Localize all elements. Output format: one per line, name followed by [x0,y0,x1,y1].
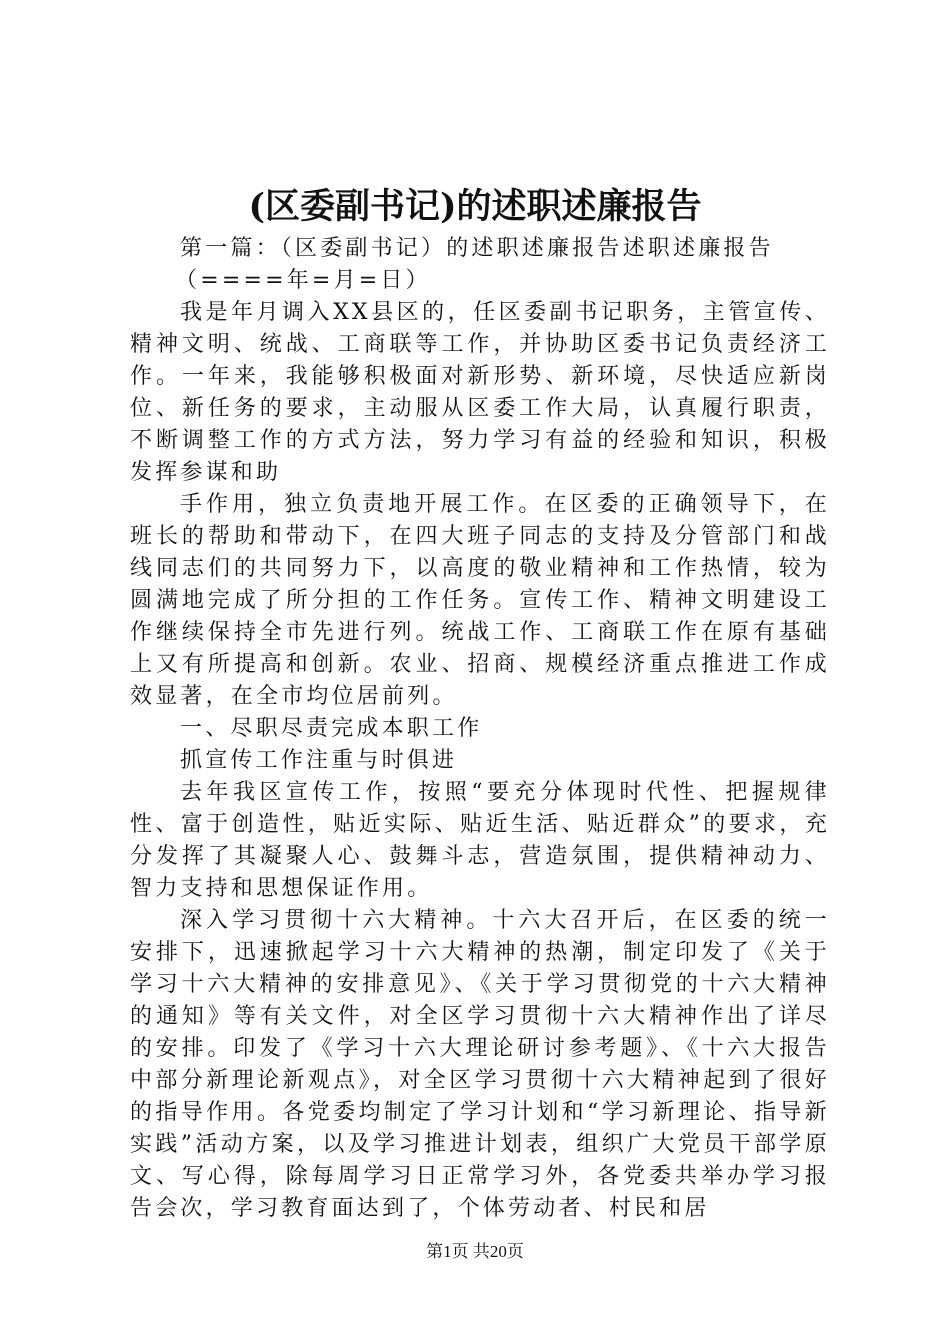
paragraph-role-summary: 手作用，独立负责地开展工作。在区委的正确领导下，在班长的帮助和带动下，在四大班子同志的支持及分管部门和战线同志们的共同努力下，以高度的敬业精神和工作热情，较为圆满地完成了所分担的工作任务。宣传工作、精神文明建设工作继续保持全市先进行列。统战工作、工商联工作在原有基础上又有所提高和创新。农业、招商、规模经济重点推进工作成效显著，在全市均位居前列。 [130,492,830,709]
document-body [130,233,830,1225]
paragraph-date: （====年=月=日） [175,268,431,293]
document-title: (区委副书记)的述职述廉报告 [248,186,702,227]
paragraph-intro: 我是年月调入XX县区的，任区委副书记职务，主管宣传、精神文明、统战、工商联等工作，并协助区委书记负责经济工作。一年来，我能够积极面对新形势、新环境，尽快适应新岗位、新任务的要求，主动服从区委工作大局，认真履行职责，不断调整工作的方式方法，努力学习有益的经验和知识，积极发挥参谋和助 [130,300,830,485]
page-number-footer: 第1页 共20页 [426,1242,524,1261]
paragraph-propaganda-work: 去年我区宣传工作，按照“要充分体现时代性、把握规律性、富于创造性，贴近实际、贴近生活、贴近群众”的要求，充分发挥了其凝聚人心、鼓舞斗志，营造氛围，提供精神动力、智力支持和思想保证作用。 [130,780,830,901]
subsection-heading: 抓宣传工作注重与时俱进 [180,748,458,773]
section-heading: 一、尽职尽责完成本职工作 [180,716,483,741]
paragraph-heading-first-part: 第一篇：（区委副书记）的述职述廉报告述职述廉报告 [180,236,774,261]
paragraph-study-sixteenth-congress: 深入学习贯彻十六大精神。十六大召开后，在区委的统一安排下，迅速掀起学习十六大精神的热潮，制定印发了《关于学习十六大精神的安排意见》、《关于学习贯彻党的十六大精神的通知》等有关文件，对全区学习贯彻十六大精神作出了详尽的安排。印发了《学习十六大理论研讨参考题》、《十六大报告中部分新理论新观点》，对全区学习贯彻十六大精神起到了很好的指导作用。各党委均制定了学习计划和“学习新理论、指导新实践”活动方案，以及学习推进计划表，组织广大党员干部学原文、写心得，除每周学习日正常学习外，各党委共举办学习报告会次，学习教育面达到了，个体劳动者、村民和居 [130,908,830,1221]
